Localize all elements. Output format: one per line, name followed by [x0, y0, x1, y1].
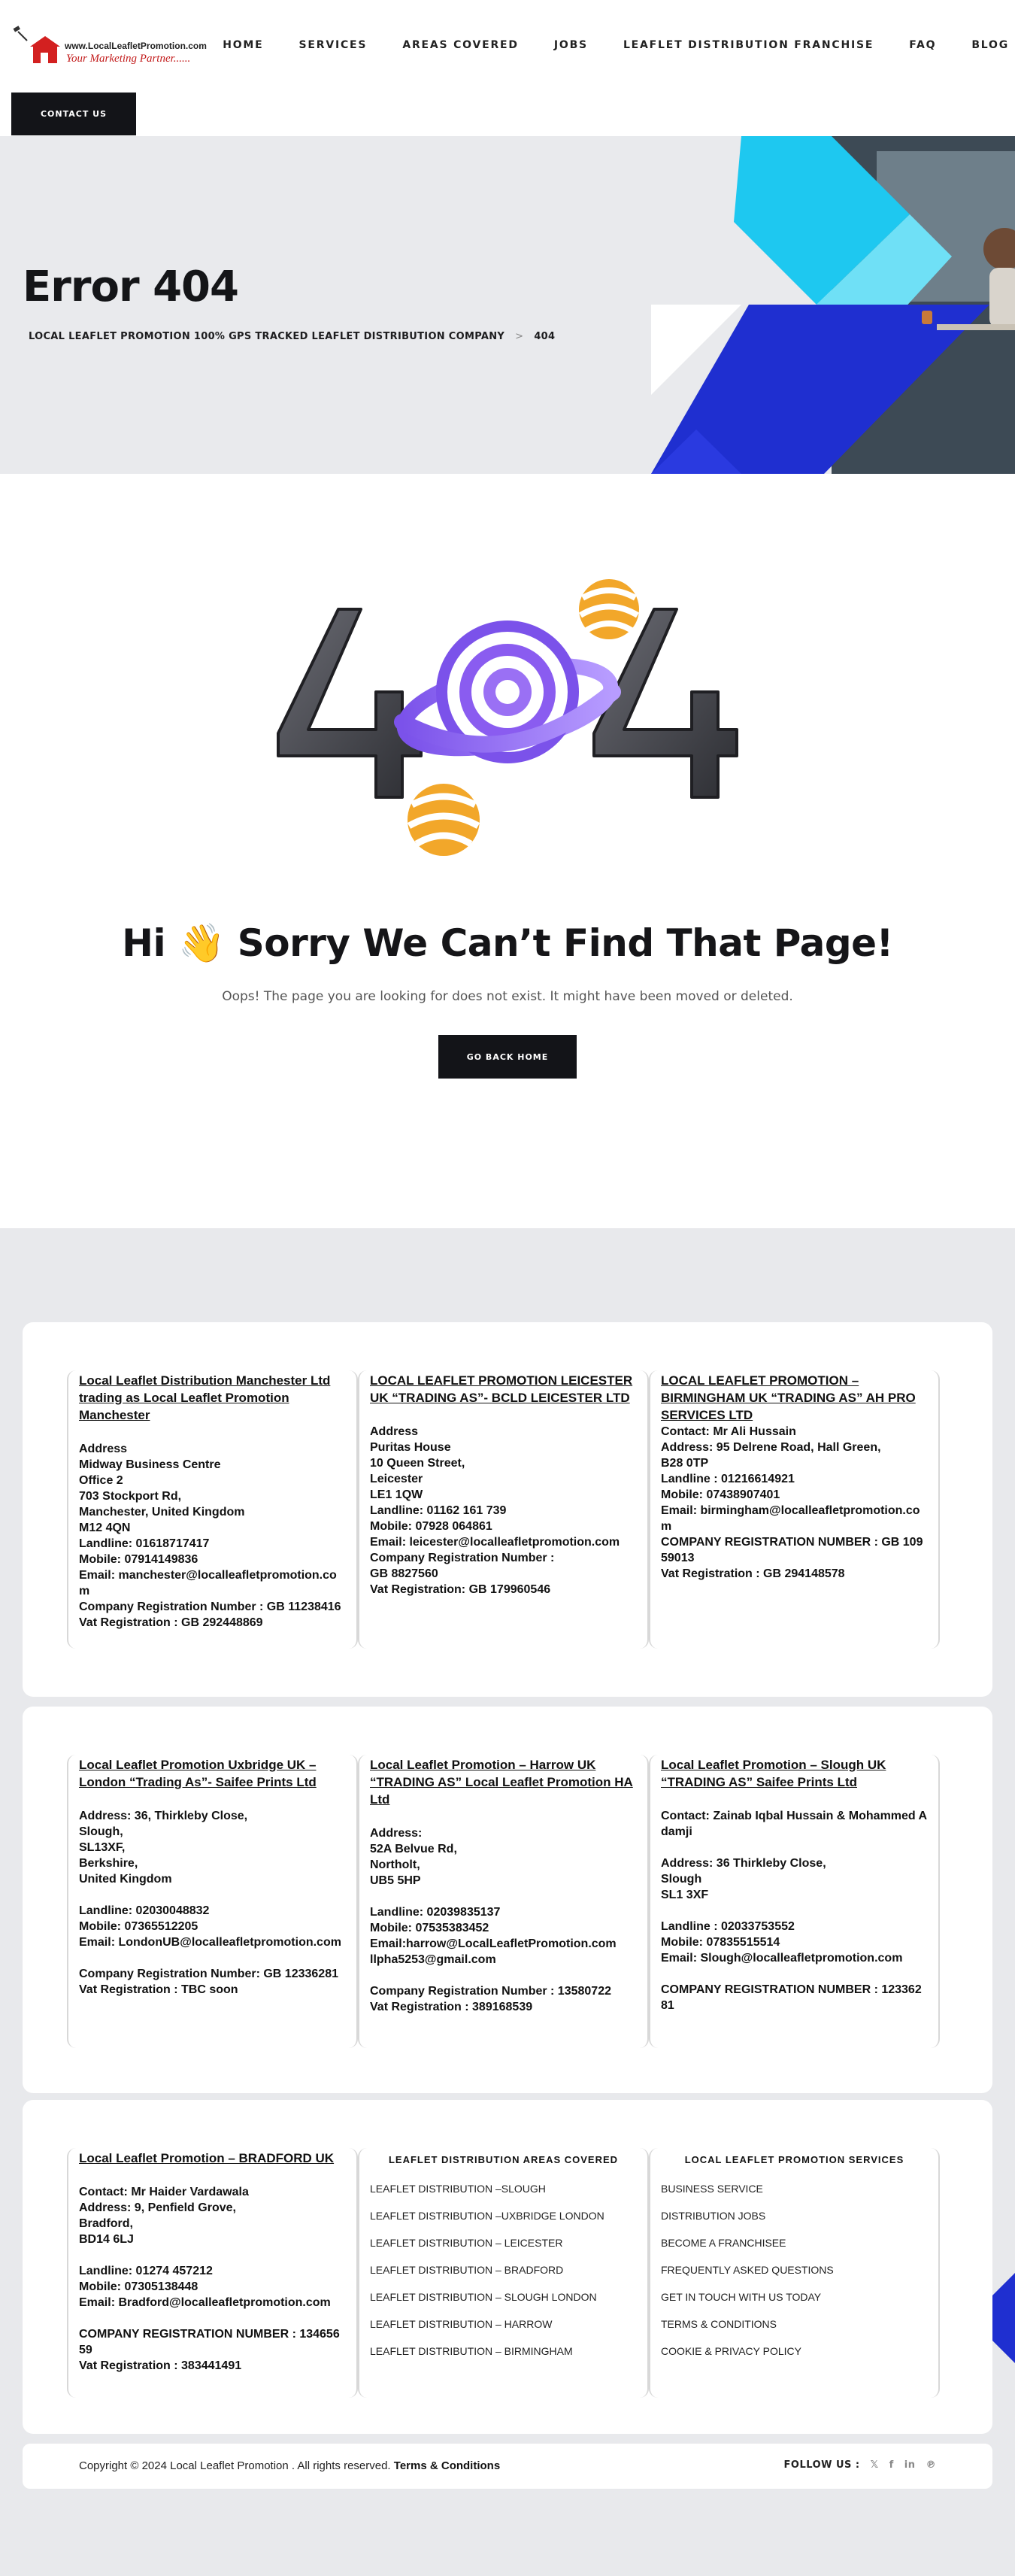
area-link-slough-london[interactable]: LEAFLET DISTRIBUTION – SLOUGH LONDON [370, 2291, 597, 2303]
office-title[interactable]: Local Leaflet Promotion – Harrow UK “TRADING AS” Local Leaflet Promotion HA Ltd [370, 1758, 633, 1807]
area-link-leicester[interactable]: LEAFLET DISTRIBUTION – LEICESTER [370, 2237, 563, 2249]
not-found-section [0, 474, 1015, 1228]
nav-home[interactable]: HOME [223, 39, 264, 51]
breadcrumb-home-link[interactable]: LOCAL LEAFLET PROMOTION 100% GPS TRACKED LEAFLET DISTRIBUTION COMPANY [29, 331, 505, 342]
breadcrumb [29, 331, 555, 342]
services-column [649, 2148, 940, 2398]
contact-us-button[interactable]: CONTACT US [11, 93, 136, 135]
area-link-harrow[interactable]: LEAFLET DISTRIBUTION – HARROW [370, 2318, 553, 2330]
office-bradford [67, 2148, 358, 2398]
follow-us [784, 2459, 936, 2471]
areas-heading: LEAFLET DISTRIBUTION AREAS COVERED [388, 2154, 619, 2165]
nav-blog[interactable]: BLOG [971, 39, 1009, 51]
decorative-blue-shape [992, 2273, 1015, 2363]
service-link-jobs[interactable]: DISTRIBUTION JOBS [661, 2210, 766, 2222]
office-details: Address Puritas House 10 Queen Street, Leicester LE1 1QW Landline: 01162 161 739 Mobile: 07928 064861 Email: leicester@localleafletpromotion.com Company Registration Number : GB 8827560 Vat Registration: GB 179960546 [370, 1425, 620, 1596]
service-link-contact[interactable]: GET IN TOUCH WITH US TODAY [661, 2291, 822, 2303]
office-details: Address: 36, Thirkleby Close, Slough, SL13XF, Berkshire, United Kingdom Landline: 02030048832 Mobile: 07365512205 Email: LondonUB@localleafletpromotion.com Company Registration Number: GB 12336281 Vat Registration : TBC soon [79, 1810, 341, 1996]
copyright-label: Copyright © 2024 Local Leaflet Promotion . All rights reserved. [79, 2459, 391, 2472]
linkedin-icon[interactable]: in [904, 2459, 916, 2471]
office-title[interactable]: LOCAL LEAFLET PROMOTION LEICESTER UK “TRADING AS”- BCLD LEICESTER LTD [370, 1373, 633, 1405]
areas-covered-column [358, 2148, 649, 2398]
page-hero [0, 136, 1015, 474]
page-title: Error 404 [23, 262, 238, 311]
logo-url-text: www.LocalLeafletPromotion.com [65, 41, 207, 51]
site-logo[interactable] [11, 26, 221, 71]
service-link-business[interactable]: BUSINESS SERVICE [661, 2183, 763, 2195]
service-link-terms[interactable]: TERMS & CONDITIONS [661, 2318, 777, 2330]
office-title[interactable]: LOCAL LEAFLET PROMOTION – BIRMINGHAM UK “TRADING AS” AH PRO SERVICES LTD [661, 1373, 916, 1422]
office-uxbridge [67, 1755, 358, 2048]
area-link-uxbridge[interactable]: LEAFLET DISTRIBUTION –UXBRIDGE LONDON [370, 2210, 604, 2222]
copyright-text [79, 2459, 500, 2472]
office-harrow [358, 1755, 649, 2048]
follow-label: FOLLOW US : [783, 2459, 860, 2471]
office-details: Contact: Mr Ali Hussain Address: 95 Delrene Road, Hall Green, B28 0TP Landline : 01216614921 Mobile: 07438907401 Email: birmingham@localleafletpromotion.com COMPANY REGISTRATION NUMBER : GB 10959013 Vat Registration : GB 294148578 [661, 1425, 923, 1580]
offices-card-2 [23, 1707, 992, 2093]
nav-franchise[interactable]: LEAFLET DISTRIBUTION FRANCHISE [623, 39, 874, 51]
terms-link[interactable]: Terms & Conditions [393, 2459, 501, 2472]
office-title[interactable]: Local Leaflet Promotion – BRADFORD UK [79, 2151, 335, 2165]
area-link-slough[interactable]: LEAFLET DISTRIBUTION –SLOUGH [370, 2183, 546, 2195]
logo-tagline: Your Marketing Partner...... [66, 53, 191, 65]
office-details: Address Midway Business Centre Office 2 703 Stockport Rd, Manchester, United Kingdom M12 4QN Landline: 01618717417 Mobile: 07914149836 Email: manchester@localleafletpromotion.com Company Registration Number : GB 11238416 Vat Registration : GB 292448869 [79, 1443, 341, 1629]
office-details: Contact: Zainab Iqbal Hussain & Mohammed Adamji Address: 36 Thirkleby Close, Slough SL1 3XF Landline : 02033753552 Mobile: 07835515514 Email: Slough@localleafletpromotion.com COMPANY REGISTRATION NUMBER : 12336281 [661, 1810, 928, 2012]
go-back-home-button[interactable]: GO BACK HOME [438, 1035, 577, 1079]
footer [0, 1228, 1015, 2576]
nav-jobs[interactable]: JOBS [553, 39, 588, 51]
nav-services[interactable]: SERVICES [298, 39, 368, 51]
heading-greeting: Hi [122, 921, 166, 965]
hero-decorative-image [651, 136, 1015, 474]
nav-areas-covered[interactable]: AREAS COVERED [402, 39, 519, 51]
heading-message: Sorry We Can’t Find That Page! [237, 921, 893, 965]
service-link-franchise[interactable]: BECOME A FRANCHISEE [661, 2237, 786, 2249]
office-slough [649, 1755, 940, 2048]
not-found-heading [0, 921, 1015, 966]
services-heading: LOCAL LEAFLET PROMOTION SERVICES [684, 2154, 904, 2165]
offices-card-1 [23, 1322, 992, 1697]
striped-ball-top [579, 579, 639, 639]
copyright-bar [23, 2444, 992, 2489]
main-nav [223, 39, 1009, 51]
office-birmingham [649, 1370, 940, 1649]
facebook-icon[interactable]: f [889, 2459, 894, 2471]
404-illustration [248, 579, 767, 865]
twitter-icon[interactable]: 𝕏 [870, 2459, 879, 2471]
waving-hand-icon: 👋 [178, 921, 225, 965]
office-title[interactable]: Local Leaflet Promotion – Slough UK “TRADING AS” Saifee Prints Ltd [661, 1758, 886, 1789]
area-link-bradford[interactable]: LEAFLET DISTRIBUTION – BRADFORD [370, 2264, 564, 2276]
offices-card-3 [23, 2100, 992, 2434]
pinterest-icon[interactable]: ℗ [926, 2459, 936, 2471]
services-link-list [661, 2182, 928, 2358]
site-header [0, 0, 1015, 136]
office-title[interactable]: Local Leaflet Promotion Uxbridge UK – London “Trading As”- Saifee Prints Ltd [79, 1758, 317, 1789]
not-found-description: Oops! The page you are looking for does not exist. It might have been moved or deleted. [222, 989, 793, 1004]
office-leicester [358, 1370, 649, 1649]
breadcrumb-separator: > [515, 331, 524, 342]
breadcrumb-current: 404 [534, 331, 556, 342]
areas-link-list [370, 2182, 637, 2358]
area-link-birmingham[interactable]: LEAFLET DISTRIBUTION – BIRMINGHAM [370, 2345, 573, 2357]
nav-faq[interactable]: FAQ [909, 39, 937, 51]
office-title[interactable]: Local Leaflet Distribution Manchester Ltd trading as Local Leaflet Promotion Manchester [79, 1373, 331, 1422]
striped-ball-bottom [408, 784, 480, 856]
office-details: Contact: Mr Haider Vardawala Address: 9, Penfield Grove, Bradford, BD14 6LJ Landline: 01274 457212 Mobile: 07305138448 Email: Bradford@localleafletpromotion.com COMPANY REGISTRATION NUMBER : 13465659 Vat Registration : 383441491 [79, 2186, 340, 2372]
service-link-privacy[interactable]: COOKIE & PRIVACY POLICY [661, 2345, 801, 2357]
house-logo-icon [11, 26, 63, 71]
office-details: Address: 52A Belvue Rd, Northolt, UB5 5HP Landline: 02039835137 Mobile: 07535383452 Email:harrow@LocalLeafletPromotion.com llpha5253@gmail.com Company Registration Number : 13580722 Vat Registration : 389168539 [370, 1827, 617, 2013]
service-link-faq[interactable]: FREQUENTLY ASKED QUESTIONS [661, 2264, 834, 2276]
office-manchester [67, 1370, 358, 1649]
